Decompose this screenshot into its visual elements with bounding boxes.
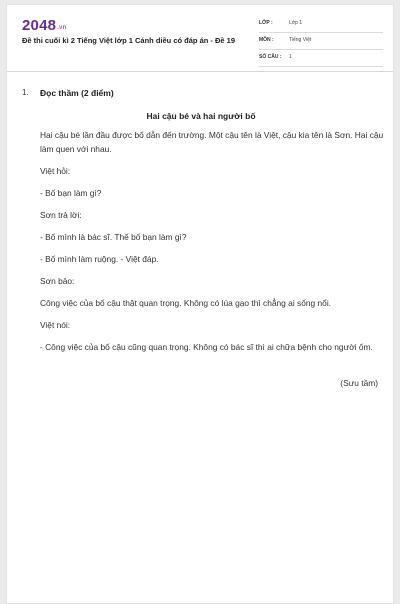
story-paragraph: Hai cậu bé lần đầu được bố dẫn đến trường. Một cậu tên là Việt, cậu kia tên là Sơn. Hai cậu làm quen với nhau. (40, 130, 384, 154)
meta-table (259, 17, 383, 68)
story-source: (Sưu tầm) (340, 378, 378, 388)
site-logo[interactable] (22, 18, 66, 36)
meta-row-question-count (259, 51, 383, 67)
meta-value: Tiếng Việt (289, 37, 312, 43)
story-paragraph: - Bố mình là bác sĩ. Thế bố bạn làm gì? (40, 232, 187, 242)
story-paragraph: Sơn trả lời: (40, 210, 82, 220)
story-title: Hai cậu bé và hai người bố (146, 111, 256, 121)
story-paragraph: - Bố bạn làm gì? (40, 188, 102, 198)
meta-row-subject (259, 34, 383, 50)
document-header (7, 5, 393, 72)
story-paragraph: Công việc của bố cậu thật quan trọng. Không có lúa gạo thì chẳng ai sống nổi. (40, 298, 332, 308)
meta-label: SỐ CÂU : (259, 54, 282, 60)
document-page (6, 4, 394, 604)
story-paragraph: - Công việc của bố cậu cũng quan trọng. Không có bác sĩ thì ai chữa bệnh cho người ốm. (40, 342, 373, 352)
meta-value: Lớp 1 (289, 20, 303, 26)
logo-number: 2048 (22, 17, 57, 34)
story-paragraph: Sơn bảo: (40, 276, 75, 286)
logo-tld: .vn (57, 25, 67, 31)
meta-label: LỚP : (259, 20, 273, 26)
question-title: Đọc thầm (2 điểm) (40, 88, 114, 98)
story-paragraph: Việt nói: (40, 320, 71, 330)
meta-value: 1 (289, 54, 292, 60)
meta-label: MÔN : (259, 37, 274, 43)
story-paragraph: Việt hỏi: (40, 166, 71, 176)
question-number: 1. (22, 88, 29, 97)
document-title: Đề thi cuối kì 2 Tiếng Việt lớp 1 Cánh diều có đáp án - Đề 19 (22, 36, 236, 45)
meta-row-class (259, 17, 383, 33)
story-paragraph: - Bố mình làm ruộng. - Việt đáp. (40, 254, 159, 264)
